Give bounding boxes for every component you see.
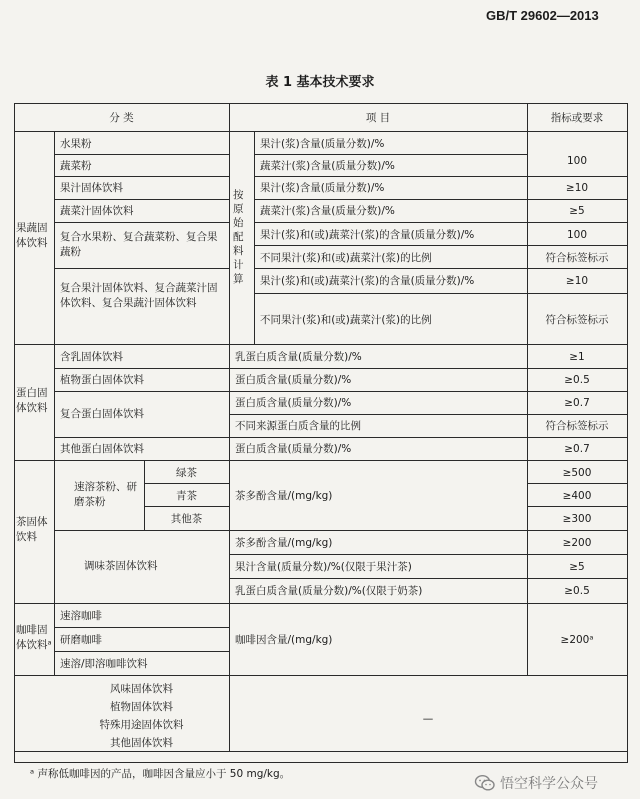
grid-line (54, 131, 55, 344)
req-value: ≥200 (562, 537, 592, 549)
item-label: 咖啡因含量/(mg/kg) (235, 634, 333, 646)
standard-code: GB/T 29602—2013 (486, 8, 599, 23)
table-footnote: ᵃ 声称低咖啡因的产品，咖啡因含量应小于 50 mg/kg。 (30, 768, 291, 780)
header-sep-1 (229, 103, 230, 131)
sub-category: 风味固体饮料 (110, 683, 173, 695)
item-label: 蔬菜汁(浆)含量(质量分数)/% (260, 205, 395, 217)
sub-category: 研磨咖啡 (60, 634, 102, 646)
wechat-icon (474, 774, 496, 792)
grid-line (229, 460, 230, 603)
header-sep-2 (527, 103, 528, 131)
req-value: ≥10 (565, 182, 589, 194)
grid-line (254, 131, 255, 344)
table-border-left (14, 103, 15, 763)
tea-type: 绿茶 (176, 467, 197, 479)
calc-method: 按原始配料计算 (233, 189, 244, 285)
grid-line (54, 460, 55, 603)
sub-category: 水果粉 (60, 138, 92, 150)
group-divider (14, 675, 628, 676)
watermark-text: 悟空科学公众号 (500, 776, 598, 792)
sub-category: 其他固体饮料 (110, 737, 173, 749)
sub-category: 特殊用途固体饮料 (99, 719, 184, 731)
item-label: 蛋白质含量(质量分数)/% (235, 443, 352, 455)
item-label: 蛋白质含量(质量分数)/% (235, 374, 352, 386)
item-label: 果汁(浆)含量(质量分数)/% (260, 182, 385, 194)
item-label: 果汁(浆)和(或)蔬菜汁(浆)的含量(质量分数)/% (260, 229, 475, 241)
req-value: ≥1 (569, 351, 585, 363)
req-value: 100 (566, 229, 588, 241)
sub-category: 植物固体饮料 (110, 701, 173, 713)
item-label: 茶多酚含量/(mg/kg) (235, 490, 333, 502)
req-value: — (422, 713, 434, 725)
group-divider (14, 344, 628, 345)
grid-line (254, 154, 527, 155)
grid-line (527, 483, 628, 484)
grid-line (254, 268, 628, 269)
grid-line (229, 554, 628, 555)
item-label: 不同果汁(浆)和(或)蔬菜汁(浆)的比例 (260, 314, 432, 326)
item-label: 乳蛋白质含量(质量分数)/% (235, 351, 362, 363)
grid-line (54, 603, 55, 675)
item-label: 果汁(浆)含量(质量分数)/% (260, 138, 385, 150)
item-label: 果汁含量(质量分数)/%(仅限于果汁茶) (235, 561, 412, 573)
tea-type: 其他茶 (170, 513, 203, 525)
req-value: ≥0.5 (564, 585, 590, 597)
req-value: ≥500 (562, 467, 592, 479)
sub-category: 复合果汁固体饮料、复合蔬菜汁固体饮料、复合果蔬汁固体饮料 (60, 282, 218, 309)
grid-line (54, 437, 628, 438)
grid-line (254, 245, 628, 246)
req-value: ≥200ᵃ (560, 634, 594, 646)
grid-line (254, 199, 628, 200)
sub-category: 植物蛋白固体饮料 (60, 374, 144, 386)
sub-category: 复合蛋白固体饮料 (60, 408, 144, 420)
grid-line (254, 293, 628, 294)
req-value: ≥10 (565, 275, 589, 287)
item-label: 蛋白质含量(质量分数)/% (235, 397, 352, 409)
grid-line (254, 222, 628, 223)
sub-category: 速溶茶粉、研磨茶粉 (74, 481, 137, 508)
watermark (474, 773, 598, 793)
item-label: 蔬菜汁(浆)含量(质量分数)/% (260, 160, 395, 172)
grid-line (54, 368, 628, 369)
req-value: ≥0.7 (564, 397, 590, 409)
grid-line (54, 651, 229, 652)
group-protein: 蛋白固体饮料 (16, 387, 48, 414)
item-label: 果汁(浆)和(或)蔬菜汁(浆)的含量(质量分数)/% (260, 275, 475, 287)
req-value: 100 (566, 155, 588, 167)
sub-category: 速溶咖啡 (60, 610, 102, 622)
item-label: 茶多酚含量/(mg/kg) (235, 537, 333, 549)
group-fruit-veg: 果蔬固体饮料 (16, 222, 48, 249)
grid-line (229, 603, 230, 675)
req-value: ≥400 (562, 490, 592, 502)
group-divider (14, 751, 628, 752)
grid-line (54, 199, 229, 200)
table-border-top (14, 103, 628, 104)
table-border-bottom (14, 762, 628, 763)
grid-line (54, 154, 229, 155)
req-value: 符合标签标示 (545, 420, 609, 432)
item-label: 不同果汁(浆)和(或)蔬菜汁(浆)的比例 (260, 252, 432, 264)
req-value: ≥0.7 (564, 443, 590, 455)
grid-line (144, 506, 229, 507)
req-value: ≥300 (562, 513, 592, 525)
header-requirement: 指标或要求 (550, 112, 604, 124)
req-value: ≥0.5 (564, 374, 590, 386)
item-label: 不同来源蛋白质含量的比例 (235, 420, 361, 432)
sub-category: 复合水果粉、复合蔬菜粉、复合果蔬粉 (60, 231, 218, 258)
sub-category: 含乳固体饮料 (60, 351, 123, 363)
grid-line (54, 222, 229, 223)
group-divider (14, 603, 628, 604)
group-coffee: 咖啡固体饮料ᵃ (16, 624, 52, 651)
req-value: ≥5 (569, 205, 585, 217)
header-divider (14, 131, 628, 132)
grid-line (229, 578, 628, 579)
group-tea: 茶固体饮料 (16, 516, 48, 543)
requirements-table (14, 103, 628, 763)
grid-line (527, 506, 628, 507)
req-value: 符合标签标示 (545, 252, 609, 264)
grid-line (527, 460, 528, 603)
tea-type: 青茶 (176, 490, 197, 502)
req-value: 符合标签标示 (545, 314, 609, 326)
req-value: ≥5 (569, 561, 585, 573)
grid-line (229, 344, 230, 460)
item-label: 乳蛋白质含量(质量分数)/%(仅限于奶茶) (235, 585, 423, 597)
grid-line (254, 176, 628, 177)
grid-line (54, 627, 229, 628)
sub-category: 果汁固体饮料 (60, 182, 123, 194)
sub-category: 其他蛋白固体饮料 (60, 443, 144, 455)
grid-line (54, 391, 628, 392)
sub-category: 蔬菜汁固体饮料 (60, 205, 134, 217)
table-title: 表 1 基本技术要求 (265, 75, 375, 90)
grid-line (54, 344, 55, 460)
grid-line (144, 483, 229, 484)
header-category: 分 类 (109, 112, 134, 124)
grid-line (229, 131, 230, 344)
table-border-right (627, 103, 628, 763)
sub-category: 蔬菜粉 (60, 160, 92, 172)
group-divider (14, 460, 628, 461)
sub-category: 速溶/即溶咖啡饮料 (60, 658, 148, 670)
grid-line (54, 530, 628, 531)
grid-line (54, 268, 229, 269)
header-item: 项 目 (365, 112, 391, 124)
grid-line (229, 414, 628, 415)
sub-category: 调味茶固体饮料 (84, 560, 158, 572)
grid-line (54, 176, 229, 177)
